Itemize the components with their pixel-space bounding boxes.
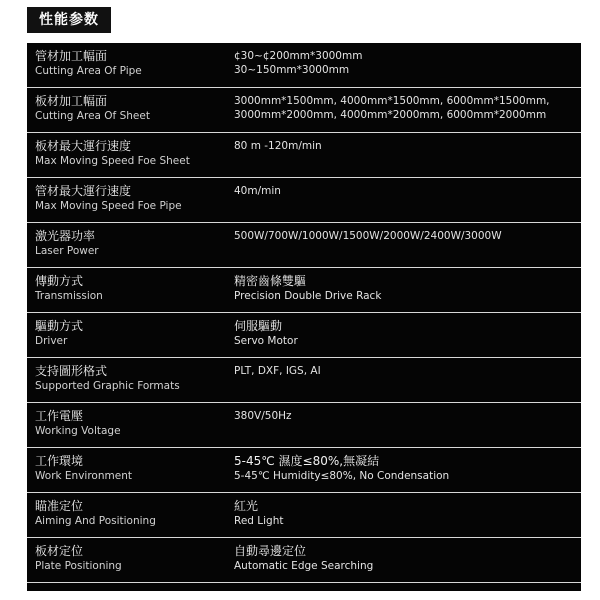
spec-label <box>35 184 225 213</box>
spec-value-line: PLT, DXF, IGS, AI <box>234 365 321 377</box>
spec-value <box>234 544 574 573</box>
spec-value-line: 3000mm*2000mm, 4000mm*2000mm, 6000mm*2000mm <box>234 109 547 121</box>
spec-row-laser-power <box>27 223 581 268</box>
spec-label <box>35 274 225 303</box>
spec-value-line: 5-45℃ Humidity≤80%, No Condensation <box>234 470 450 482</box>
spec-value <box>234 319 574 348</box>
spec-value-line: 80 m -120m/min <box>234 140 322 152</box>
spec-value-line: ¢30~¢200mm*3000mm <box>234 50 363 62</box>
spec-label-zh: 工作電壓 <box>35 409 84 423</box>
spec-value <box>234 229 574 243</box>
spec-label-en: Max Moving Speed Foe Pipe <box>35 200 182 212</box>
spec-label-en: Driver <box>35 335 68 347</box>
spec-label-en: Transmission <box>35 290 103 302</box>
spec-label-zh: 激光器功率 <box>35 229 96 243</box>
spec-row-environment <box>27 448 581 493</box>
spec-row-voltage <box>27 403 581 448</box>
spec-value <box>234 94 574 122</box>
spec-value-line: 5-45℃ 濕度≤80%,無凝結 <box>234 454 380 468</box>
spec-row-sheet-speed <box>27 133 581 178</box>
spec-label-en: Laser Power <box>35 245 99 257</box>
spec-label-en: Working Voltage <box>35 425 121 437</box>
spec-label-zh: 管材最大運行速度 <box>35 184 132 198</box>
spec-value <box>234 499 574 528</box>
spec-label-zh: 板材最大運行速度 <box>35 139 132 153</box>
spec-label-en: Work Environment <box>35 470 132 482</box>
spec-label-en: Aiming And Positioning <box>35 515 156 527</box>
spec-label-zh: 支持圖形格式 <box>35 364 108 378</box>
spec-label <box>35 319 225 348</box>
spec-value-line: Automatic Edge Searching <box>234 560 374 572</box>
spec-label-en: Plate Positioning <box>35 560 122 572</box>
spec-label <box>35 409 225 438</box>
spec-label <box>35 454 225 483</box>
spec-value-line: 40m/min <box>234 185 281 197</box>
spec-label <box>35 49 225 78</box>
spec-value-line: 3000mm*1500mm, 4000mm*1500mm, 6000mm*1500mm, <box>234 95 550 107</box>
spec-value-line: 自動尋邊定位 <box>234 544 307 558</box>
spec-value <box>234 139 574 153</box>
spec-label-zh: 瞄准定位 <box>35 499 84 513</box>
spec-label-zh: 板材定位 <box>35 544 84 558</box>
spec-label-zh: 工作環境 <box>35 454 84 468</box>
spec-label <box>35 499 225 528</box>
spec-label-zh: 板材加工幅面 <box>35 94 108 108</box>
spec-row-driver <box>27 313 581 358</box>
spec-row-aiming <box>27 493 581 538</box>
spec-label-en: Cutting Area Of Sheet <box>35 110 150 122</box>
spec-value <box>234 184 574 198</box>
spec-label <box>35 94 225 123</box>
spec-row-pipe-area <box>27 43 581 88</box>
spec-label <box>35 229 225 258</box>
spec-row-pipe-speed <box>27 178 581 223</box>
spec-value-line: 30~150mm*3000mm <box>234 64 350 76</box>
spec-value-line: 紅光 <box>234 499 259 513</box>
spec-value-line: 380V/50Hz <box>234 410 292 422</box>
spec-value-line: 精密齒條雙驅 <box>234 274 307 288</box>
page-title: 性能参数 <box>27 7 111 33</box>
spec-row-plate-positioning <box>27 538 581 583</box>
spec-row-graphic-formats <box>27 358 581 403</box>
spec-value <box>234 364 574 378</box>
spec-value-line: 伺服驅動 <box>234 319 283 333</box>
spec-label-zh: 傳動方式 <box>35 274 84 288</box>
spec-value-line: Red Light <box>234 515 284 527</box>
spec-value <box>234 274 574 303</box>
spec-label <box>35 364 225 393</box>
spec-label-en: Cutting Area Of Pipe <box>35 65 142 77</box>
spec-value-line: 500W/700W/1000W/1500W/2000W/2400W/3000W <box>234 230 502 242</box>
spec-label <box>35 139 225 168</box>
spec-label-en: Max Moving Speed Foe Sheet <box>35 155 190 167</box>
spec-table <box>27 43 581 591</box>
spec-value <box>234 409 574 423</box>
spec-value <box>234 454 574 483</box>
spec-value <box>234 49 574 77</box>
spec-value-line: Servo Motor <box>234 335 298 347</box>
spec-label <box>35 544 225 573</box>
spec-row-sheet-area <box>27 88 581 133</box>
spec-label-en: Supported Graphic Formats <box>35 380 180 392</box>
spec-value-line: Precision Double Drive Rack <box>234 290 382 302</box>
spec-label-zh: 驅動方式 <box>35 319 84 333</box>
spec-row-transmission <box>27 268 581 313</box>
spec-label-zh: 管材加工幅面 <box>35 49 108 63</box>
